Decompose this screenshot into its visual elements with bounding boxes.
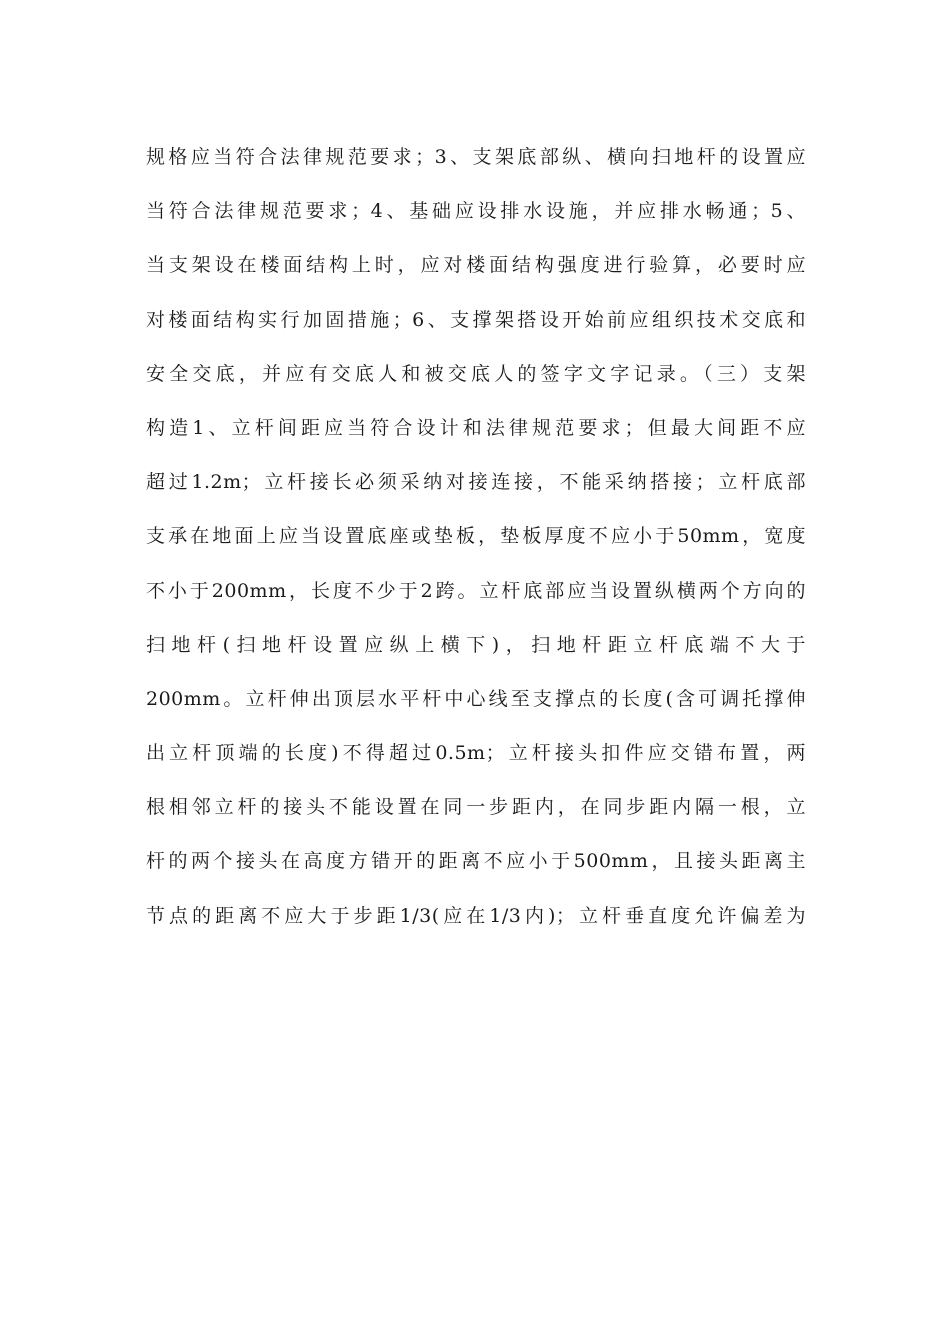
text-line: 根相邻立杆的接头不能设置在同一步距内，在同步距内隔一根，立 xyxy=(146,796,806,819)
text-line: 对楼面结构实行加固措施；6、支撑架搭设开始前应组织技术交底和 xyxy=(146,308,806,331)
text-line: 安全交底，并应有交底人和被交底人的签字文字记录。（三）支架 xyxy=(146,362,806,385)
body-text xyxy=(146,130,806,943)
text-line: 超过1.2m；立杆接长必须采纳对接连接，不能采纳搭接；立杆底部 xyxy=(146,471,806,494)
text-line: 200mm。立杆伸出顶层水平杆中心线至支撑点的长度(含可调托撑伸 xyxy=(146,687,806,710)
text-line: 当符合法律规范要求；4、基础应设排水设施，并应排水畅通；5、 xyxy=(146,200,806,223)
text-line: 不小于200mm，长度不少于2跨。立杆底部应当设置纵横两个方向的 xyxy=(146,579,806,602)
text-line: 出立杆顶端的长度)不得超过0.5m；立杆接头扣件应交错布置，两 xyxy=(146,742,806,765)
text-line: 支承在地面上应当设置底座或垫板，垫板厚度不应小于50mm，宽度 xyxy=(146,525,806,548)
text-line: 节点的距离不应大于步距1/3(应在1/3内)；立杆垂直度允许偏差为 xyxy=(146,904,806,927)
text-line: 扫地杆(扫地杆设置应纵上横下)，扫地杆距立杆底端不大于 xyxy=(146,633,806,656)
text-line: 当支架设在楼面结构上时，应对楼面结构强度进行验算，必要时应 xyxy=(146,254,806,277)
text-line: 构造1、立杆间距应当符合设计和法律规范要求；但最大间距不应 xyxy=(146,416,806,439)
text-line: 规格应当符合法律规范要求；3、支架底部纵、横向扫地杆的设置应 xyxy=(146,146,806,168)
text-line: 杆的两个接头在高度方错开的距离不应小于500mm，且接头距离主 xyxy=(146,850,806,873)
